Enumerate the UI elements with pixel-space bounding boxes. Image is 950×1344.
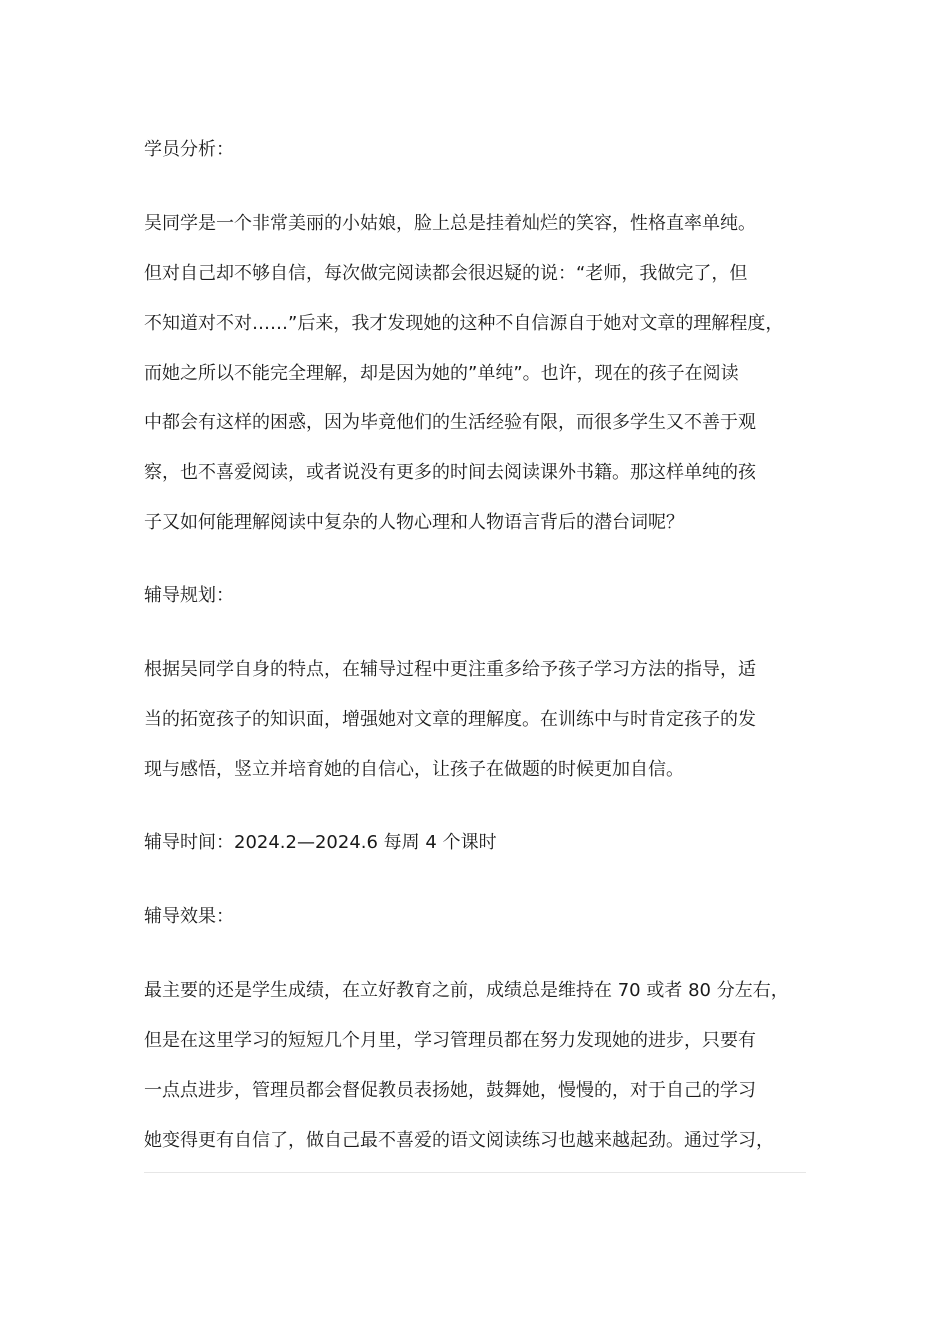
paragraph-line: 而她之所以不能完全理解，却是因为她的”单纯”。也许，现在的孩子在阅读 xyxy=(144,363,739,384)
paragraph-line: 吴同学是一个非常美丽的小姑娘，脸上总是挂着灿烂的笑容，性格直率单纯。 xyxy=(144,213,756,234)
paragraph-line: 察，也不喜爱阅读，或者说没有更多的时间去阅读课外书籍。那这样单纯的孩 xyxy=(144,462,756,483)
plan-heading: 辅导规划： xyxy=(144,585,234,606)
paragraph-line: 子又如何能理解阅读中复杂的人物心理和人物语言背后的潜台词呢？ xyxy=(144,512,684,533)
paragraph-line: 但对自己却不够自信，每次做完阅读都会很迟疑的说：“老师，我做完了，但 xyxy=(144,263,748,284)
effect-heading: 辅导效果： xyxy=(144,906,234,927)
paragraph-line: 现与感悟，竖立并培育她的自信心，让孩子在做题的时候更加自信。 xyxy=(144,759,684,780)
page-divider xyxy=(144,1172,806,1173)
paragraph-line: 根据吴同学自身的特点，在辅导过程中更注重多给予孩子学习方法的指导，适 xyxy=(144,659,756,680)
paragraph-line: 但是在这里学习的短短几个月里，学习管理员都在努力发现她的进步，只要有 xyxy=(144,1030,756,1051)
paragraph-line: 一点点进步，管理员都会督促教员表扬她，鼓舞她，慢慢的，对于自己的学习 xyxy=(144,1080,756,1101)
tutoring-time-line: 辅导时间：2024.2—2024.6 每周 4 个课时 xyxy=(144,832,497,853)
student-analysis-heading: 学员分析： xyxy=(144,139,234,160)
paragraph-line: 她变得更有自信了，做自己最不喜爱的语文阅读练习也越来越起劲。通过学习， xyxy=(144,1130,774,1151)
paragraph-line: 不知道对不对……”后来，我才发现她的这种不自信源自于她对文章的理解程度， xyxy=(144,313,784,334)
paragraph-line: 中都会有这样的困惑，因为毕竟他们的生活经验有限，而很多学生又不善于观 xyxy=(144,412,756,433)
paragraph-line: 最主要的还是学生成绩，在立好教育之前，成绩总是维持在 70 或者 80 分左右， xyxy=(144,980,789,1001)
paragraph-line: 当的拓宽孩子的知识面，增强她对文章的理解度。在训练中与时肯定孩子的发 xyxy=(144,709,756,730)
